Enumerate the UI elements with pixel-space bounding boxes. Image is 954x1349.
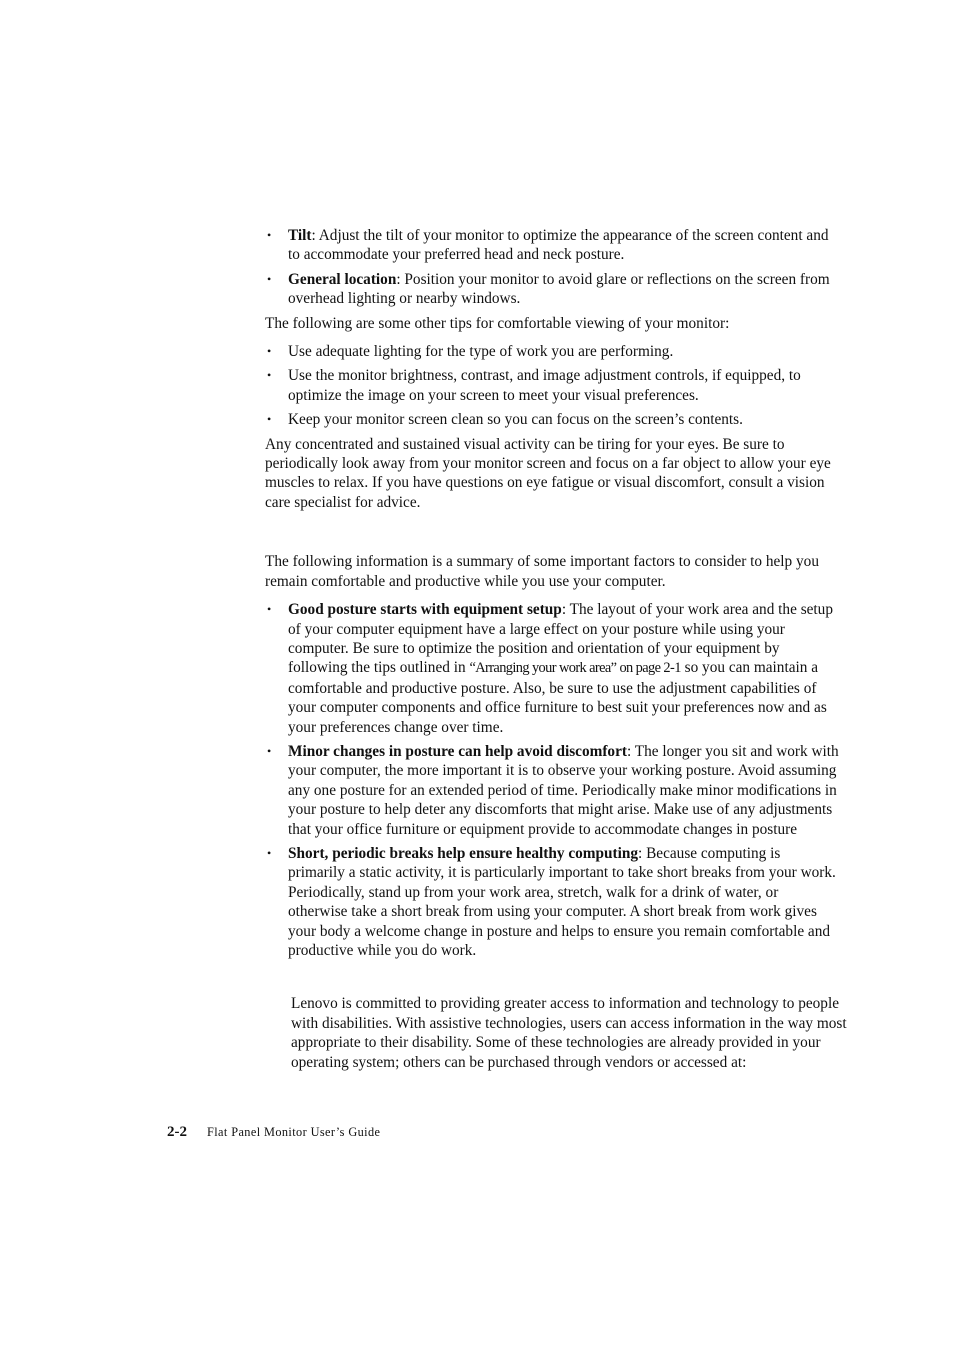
tips-intro-paragraph: The following are some other tips for comfortable viewing of your monitor:: [265, 314, 730, 332]
item-text: : Because computing is primarily a static activity, it is particularly important to take short breaks from your work. Periodically, stand up from your work area, stretch, walk for a drink of water, or otherwise take a short break from using your computer. A short break from work gives your body a welcome change in posture and helps to ensure you remain comfortable and productive while you do work.: [288, 844, 836, 959]
section-gap: [265, 965, 840, 994]
bullet-icon: •: [267, 368, 272, 383]
summary-paragraph: The following information is a summary of some important factors to consider to help you remain comfortable and productive while you use your computer.: [265, 553, 819, 590]
page-footer: [167, 1124, 380, 1141]
item-text: : The longer you sit and work with your computer, the more important it is to observe your working posture. Avoid assuming any one posture for an extended period of time. Periodically make minor modifications in your posture to help deter any discomforts that might arise. Make use of any adjustments that your office furniture or equipment provide to accommodate changes in posture: [288, 742, 839, 838]
page-number: 2-2: [167, 1124, 187, 1140]
item-heading: Short, periodic breaks help ensure healthy computing: [288, 844, 639, 862]
list-item: [265, 342, 840, 361]
list-item: [265, 270, 840, 309]
item-text: : Adjust the tilt of your monitor to optimize the appearance of the screen content and to accommodate your preferred head and neck posture.: [288, 227, 829, 264]
list-item: [265, 226, 840, 265]
list-item: [265, 410, 840, 429]
item-text: : The layout of your work area and the setup of your computer equipment have a large effect on your posture while using your computer. Be sure to optimize the position and orientation of your equipment by following the tips outlined in: [288, 601, 833, 677]
eye-fatigue-paragraph: Any concentrated and sustained visual activity can be tiring for your eyes. Be sure to periodically look away from your monitor screen and focus on a far object to allow your eye muscles to relax. If you have questions on eye fatigue or visual discomfort, consult a vision care specialist for advice.: [265, 435, 831, 511]
accessibility-paragraph: Lenovo is committed to providing greater access to information and technology to people with disabilities. With assistive technologies, users can access information in the way most appropriate to their disability. Some of these technologies are already provided in your operating system; others can be purchased through vendors or accessed at:: [291, 995, 847, 1071]
list-item: [265, 844, 840, 960]
bullet-icon: •: [267, 845, 272, 860]
list-item: [265, 742, 840, 839]
list-item: [265, 366, 840, 405]
item-text: so you can maintain a comfortable and productive posture. Also, be sure to use the adjustment capabilities of your computer components and office furniture to best suit your preferences now and as your preferences change over time.: [288, 659, 827, 736]
bullet-icon: •: [267, 271, 272, 286]
item-text: Use adequate lighting for the type of work you are performing.: [288, 343, 674, 361]
cross-reference-link[interactable]: “Arranging your work area” on page 2-1: [469, 660, 681, 677]
bullet-icon: •: [267, 412, 272, 427]
item-heading: Minor changes in posture can help avoid discomfort: [288, 742, 627, 760]
bullet-icon: •: [267, 344, 272, 359]
bullet-icon: •: [267, 743, 272, 758]
section-gap: [265, 518, 840, 552]
item-heading: Good posture starts with equipment setup: [288, 601, 562, 619]
bullet-icon: •: [267, 228, 272, 242]
item-heading: Tilt: [288, 227, 312, 244]
posture-tips-list: [265, 600, 840, 960]
viewing-tips-list: [265, 342, 840, 430]
bullet-icon: •: [267, 602, 272, 617]
item-text: Keep your monitor screen clean so you can focus on the screen’s contents.: [288, 411, 743, 429]
list-item: [265, 600, 840, 737]
guide-title: Flat Panel Monitor User’s Guide: [207, 1125, 381, 1139]
item-text: : Position your monitor to avoid glare or reflections on the screen from overhead lighting or nearby windows.: [288, 270, 830, 308]
page-body: [265, 226, 847, 1078]
item-text: Use the monitor brightness, contrast, and image adjustment controls, if equipped, to optimize the image on your screen to meet your visual preferences.: [288, 367, 801, 404]
item-heading: General location: [288, 270, 397, 288]
monitor-adjustment-list: [265, 226, 840, 309]
